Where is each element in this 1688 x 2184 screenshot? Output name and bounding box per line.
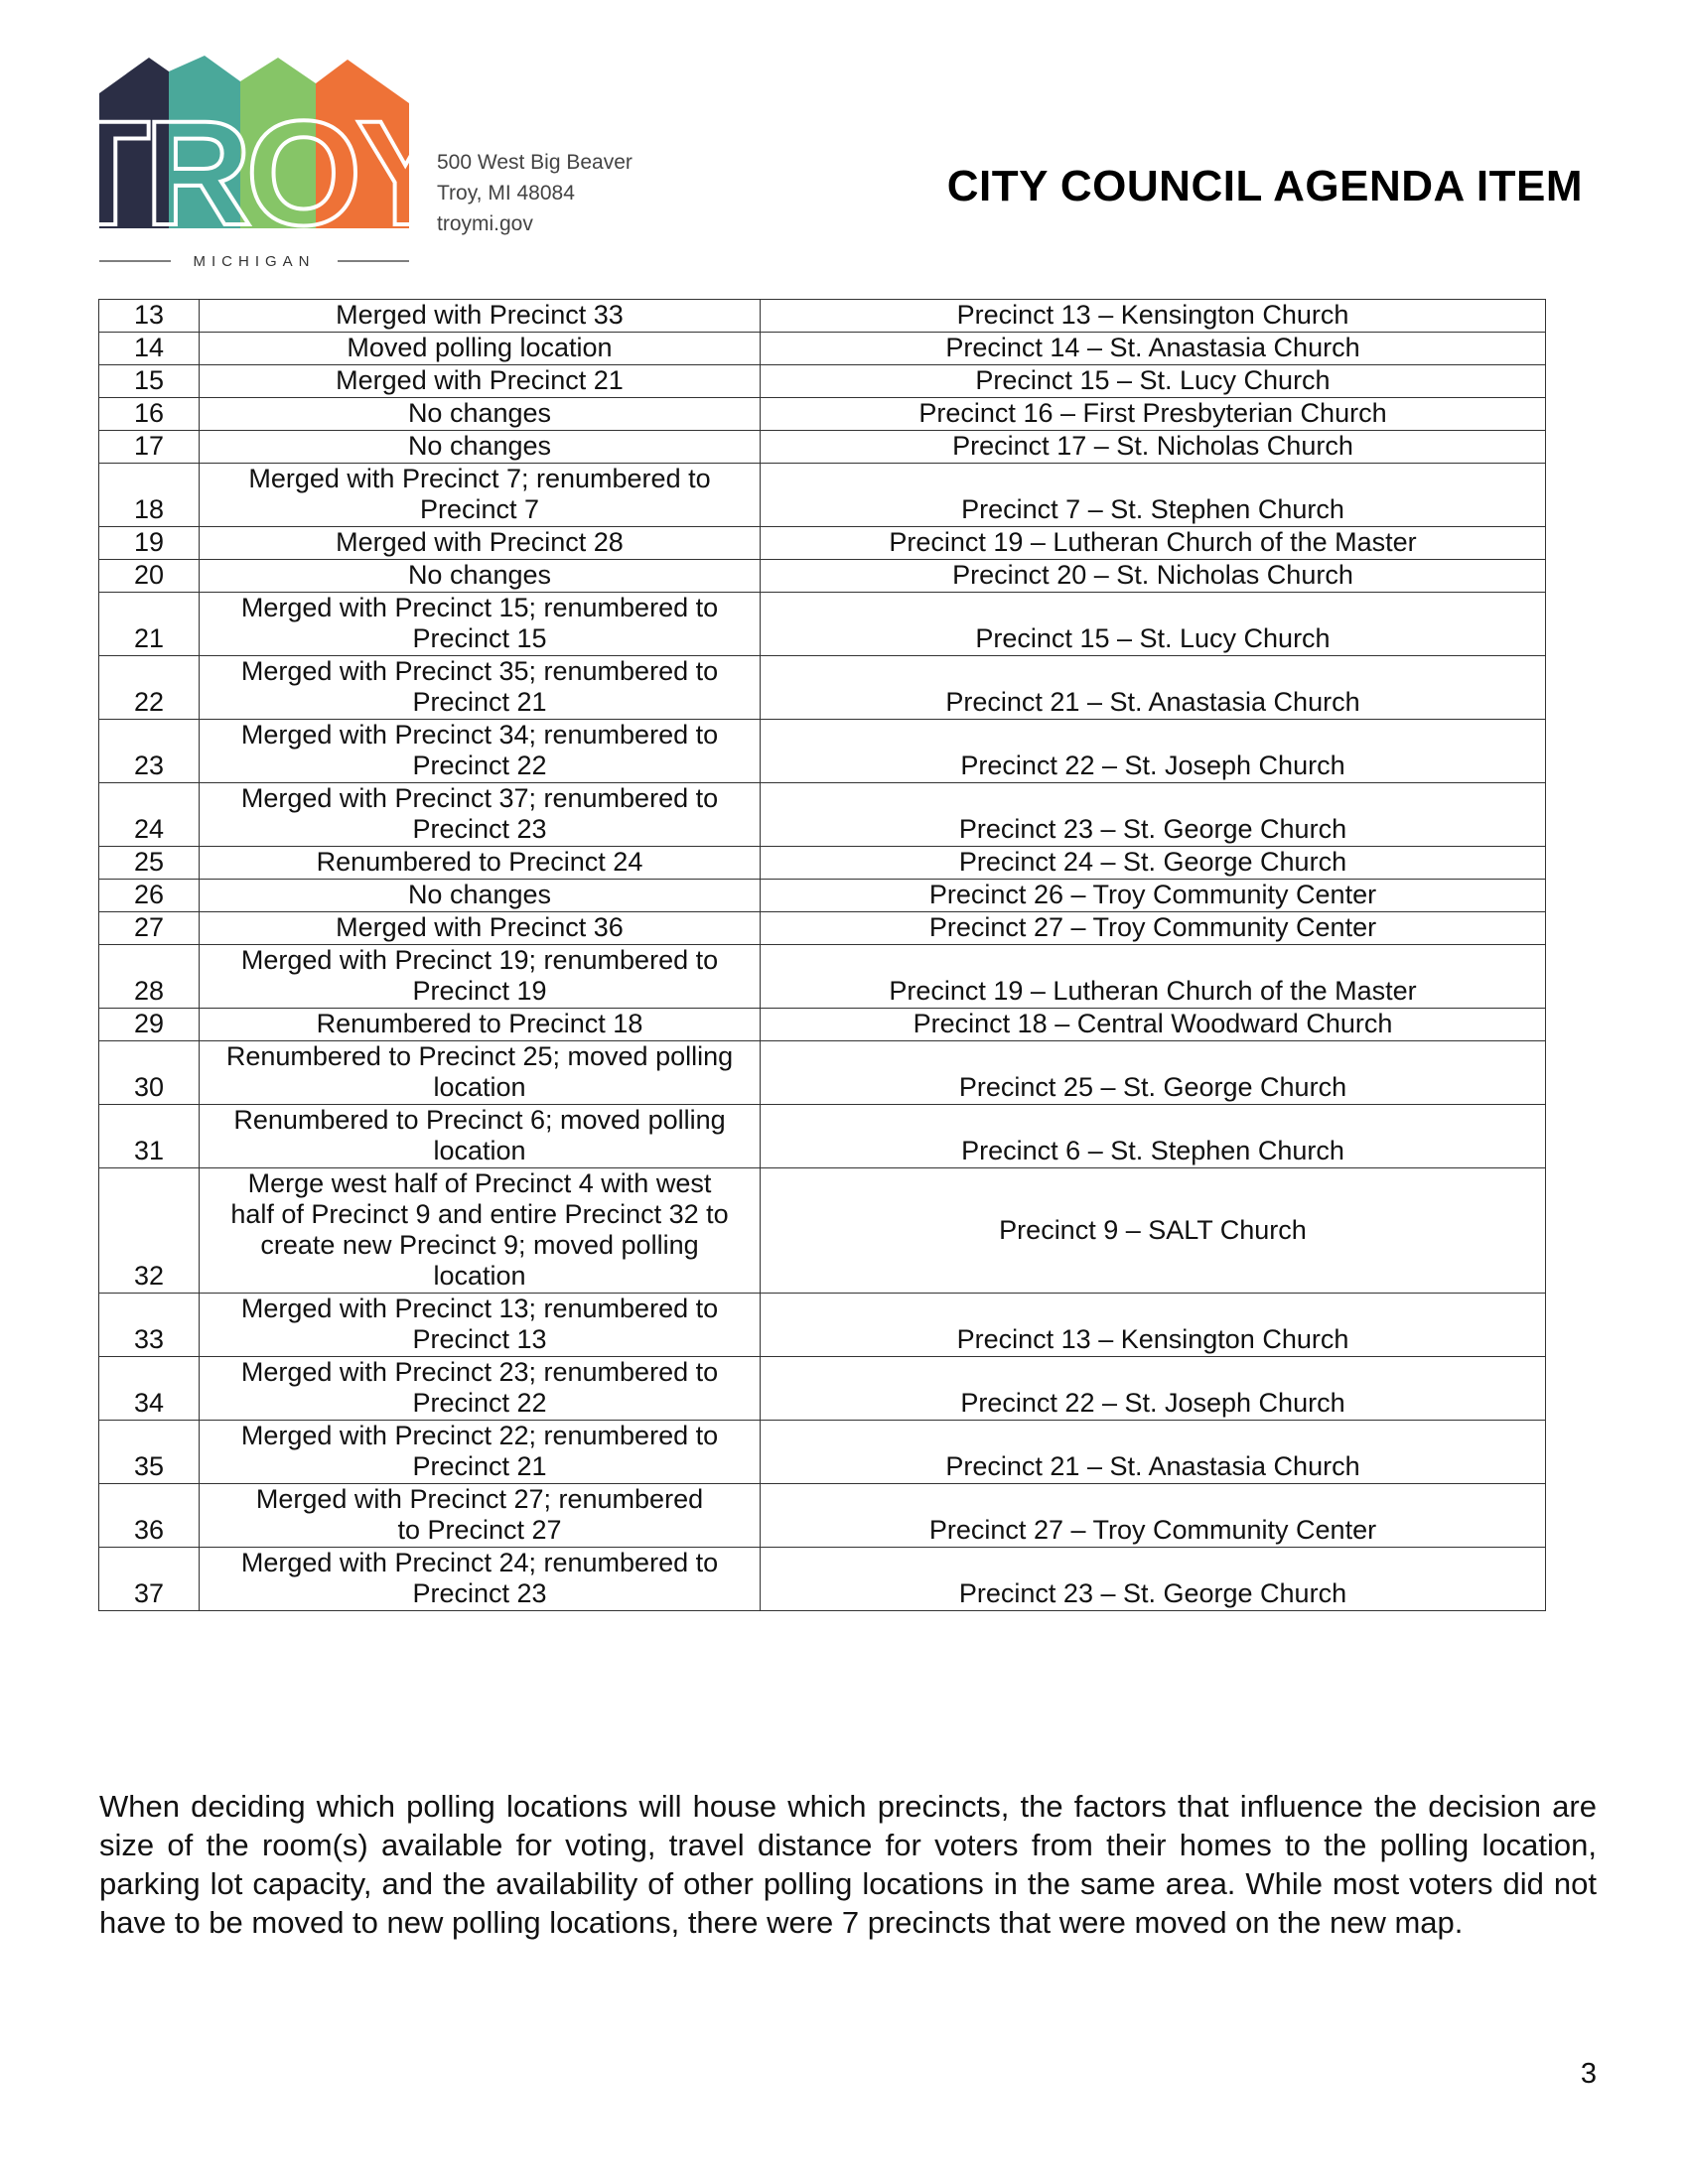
change-line: Precinct 23: [412, 814, 547, 844]
precinct-number-cell: 25: [99, 847, 200, 880]
polling-location-cell: Precinct 22 – St. Joseph Church: [761, 720, 1546, 783]
precinct-number-cell: 32: [99, 1168, 200, 1294]
change-line: Merged with Precinct 7; renumbered to: [248, 464, 711, 493]
polling-location-cell: Precinct 20 – St. Nicholas Church: [761, 560, 1546, 593]
precinct-number-cell: 19: [99, 527, 200, 560]
table-row: [99, 1294, 1546, 1357]
change-line: No changes: [407, 431, 552, 461]
precinct-number-cell: 14: [99, 333, 200, 365]
precinct-number-cell: 24: [99, 783, 200, 847]
change-line: Moved polling location: [347, 333, 613, 362]
table-row: [99, 593, 1546, 656]
table-row: [99, 1421, 1546, 1484]
precinct-number-cell: 30: [99, 1041, 200, 1105]
change-line: Merged with Precinct 27; renumbered: [255, 1484, 704, 1514]
change-cell: [200, 656, 761, 720]
change-line: Precinct 13: [412, 1324, 547, 1354]
polling-location-cell: Precinct 18 – Central Woodward Church: [761, 1009, 1546, 1041]
address-city: Troy, MI 48084: [437, 182, 575, 205]
change-cell: [200, 300, 761, 333]
table-row: [99, 300, 1546, 333]
change-cell: [200, 880, 761, 912]
change-cell: [200, 1421, 761, 1484]
change-line: Precinct 7: [419, 494, 540, 524]
polling-location-cell: Precinct 21 – St. Anastasia Church: [761, 656, 1546, 720]
change-cell: [200, 783, 761, 847]
precinct-number-cell: 27: [99, 912, 200, 945]
address-street: 500 West Big Beaver: [437, 151, 633, 174]
precinct-number-cell: 22: [99, 656, 200, 720]
change-cell: [200, 333, 761, 365]
change-cell: [200, 912, 761, 945]
polling-location-cell: Precinct 14 – St. Anastasia Church: [761, 333, 1546, 365]
change-cell: [200, 431, 761, 464]
table-row: [99, 656, 1546, 720]
polling-location-cell: Precinct 27 – Troy Community Center: [761, 912, 1546, 945]
precinct-number-cell: 31: [99, 1105, 200, 1168]
table-row: [99, 945, 1546, 1009]
table-row: [99, 912, 1546, 945]
change-line: Merged with Precinct 35; renumbered to: [240, 656, 719, 686]
precinct-number-cell: 17: [99, 431, 200, 464]
city-address: [437, 147, 633, 239]
logo-subword: MICHIGAN: [193, 253, 316, 270]
precinct-number-cell: 20: [99, 560, 200, 593]
precinct-table: [98, 299, 1546, 1611]
change-line: Precinct 21: [412, 1451, 547, 1481]
precinct-number-cell: 28: [99, 945, 200, 1009]
change-cell: [200, 1105, 761, 1168]
troy-logo: [59, 58, 450, 270]
change-cell: [200, 398, 761, 431]
table-row: [99, 431, 1546, 464]
polling-location-cell: Precinct 23 – St. George Church: [761, 783, 1546, 847]
change-line: Precinct 15: [412, 623, 547, 653]
polling-location-cell: Precinct 17 – St. Nicholas Church: [761, 431, 1546, 464]
table-row: [99, 880, 1546, 912]
precinct-number-cell: 16: [99, 398, 200, 431]
change-line: No changes: [407, 398, 552, 428]
table-row: [99, 1041, 1546, 1105]
table-row: [99, 464, 1546, 527]
change-cell: [200, 1357, 761, 1421]
change-line: Renumbered to Precinct 6; moved polling: [233, 1105, 726, 1135]
change-cell: [200, 847, 761, 880]
logo-word: TROY: [59, 89, 450, 256]
polling-location-cell: Precinct 7 – St. Stephen Church: [761, 464, 1546, 527]
polling-location-cell: Precinct 23 – St. George Church: [761, 1548, 1546, 1611]
change-line: Merged with Precinct 15; renumbered to: [240, 593, 719, 622]
change-line: location: [433, 1136, 526, 1165]
polling-location-cell: Precinct 25 – St. George Church: [761, 1041, 1546, 1105]
change-line: No changes: [407, 880, 552, 909]
change-cell: [200, 1294, 761, 1357]
change-cell: [200, 593, 761, 656]
change-line: half of Precinct 9 and entire Precinct 32 to: [230, 1199, 729, 1229]
polling-location-cell: Precinct 21 – St. Anastasia Church: [761, 1421, 1546, 1484]
table-row: [99, 527, 1546, 560]
table-row: [99, 398, 1546, 431]
change-cell: [200, 945, 761, 1009]
precinct-number-cell: 36: [99, 1484, 200, 1548]
table-row: [99, 1484, 1546, 1548]
change-line: Precinct 21: [412, 687, 547, 717]
polling-location-cell: Precinct 15 – St. Lucy Church: [761, 365, 1546, 398]
table-row: [99, 1357, 1546, 1421]
body-paragraph: When deciding which polling locations will house which precincts, the factors that influence the decision are size of the room(s) available for voting, travel distance for voters from their homes to the polling location, parking lot capacity, and the availability of other polling locations in the same area. While most voters did not have to be moved to new polling locations, there were 7 precincts that were moved on the new map.: [99, 1789, 1597, 1940]
change-line: to Precinct 27: [397, 1515, 562, 1545]
polling-location-cell: Precinct 13 – Kensington Church: [761, 1294, 1546, 1357]
precinct-number-cell: 29: [99, 1009, 200, 1041]
table-row: [99, 1105, 1546, 1168]
change-line: Merged with Precinct 28: [336, 527, 624, 557]
precinct-number-cell: 15: [99, 365, 200, 398]
change-line: Precinct 22: [412, 751, 547, 780]
table-row: [99, 1168, 1546, 1294]
page-number: 3: [1580, 2058, 1597, 2090]
polling-location-cell: Precinct 13 – Kensington Church: [761, 300, 1546, 333]
change-line: Merged with Precinct 22; renumbered to: [240, 1421, 719, 1450]
change-cell: [200, 560, 761, 593]
table-row: [99, 1548, 1546, 1611]
table-row: [99, 560, 1546, 593]
change-cell: [200, 1168, 761, 1294]
polling-location-cell: Precinct 16 – First Presbyterian Church: [761, 398, 1546, 431]
polling-location-cell: Precinct 27 – Troy Community Center: [761, 1484, 1546, 1548]
change-line: No changes: [407, 560, 552, 590]
table-row: [99, 333, 1546, 365]
polling-location-cell: Precinct 22 – St. Joseph Church: [761, 1357, 1546, 1421]
change-cell: [200, 464, 761, 527]
address-website: troymi.gov: [437, 212, 533, 235]
change-cell: [200, 1484, 761, 1548]
change-line: location: [433, 1261, 526, 1291]
change-line: Merged with Precinct 33: [336, 300, 624, 330]
precinct-table-body: [99, 300, 1546, 1611]
precinct-number-cell: 26: [99, 880, 200, 912]
precinct-number-cell: 37: [99, 1548, 200, 1611]
precinct-number-cell: 35: [99, 1421, 200, 1484]
table-row: [99, 365, 1546, 398]
polling-location-cell: Precinct 19 – Lutheran Church of the Master: [761, 945, 1546, 1009]
precinct-number-cell: 18: [99, 464, 200, 527]
change-line: Merge west half of Precinct 4 with west: [247, 1168, 712, 1198]
change-line: Precinct 23: [412, 1578, 547, 1608]
change-cell: [200, 1041, 761, 1105]
change-line: Renumbered to Precinct 25; moved polling: [225, 1041, 734, 1071]
change-cell: [200, 365, 761, 398]
change-cell: [200, 527, 761, 560]
change-line: Renumbered to Precinct 18: [316, 1009, 643, 1038]
change-line: Merged with Precinct 36: [336, 912, 624, 942]
table-row: [99, 720, 1546, 783]
change-cell: [200, 720, 761, 783]
polling-location-cell: Precinct 26 – Troy Community Center: [761, 880, 1546, 912]
polling-location-cell: Precinct 24 – St. George Church: [761, 847, 1546, 880]
table-row: [99, 1009, 1546, 1041]
change-line: Precinct 22: [412, 1388, 547, 1418]
change-cell: [200, 1009, 761, 1041]
precinct-number-cell: 21: [99, 593, 200, 656]
table-row: [99, 847, 1546, 880]
change-line: location: [433, 1072, 526, 1102]
precinct-number-cell: 23: [99, 720, 200, 783]
polling-location-cell: Precinct 15 – St. Lucy Church: [761, 593, 1546, 656]
precinct-number-cell: 33: [99, 1294, 200, 1357]
page-title: CITY COUNCIL AGENDA ITEM: [946, 162, 1583, 210]
change-line: create new Precinct 9; moved polling: [260, 1230, 699, 1260]
polling-location-cell: Precinct 9 – SALT Church: [761, 1168, 1546, 1294]
change-line: Merged with Precinct 19; renumbered to: [240, 945, 719, 975]
change-line: Merged with Precinct 21: [336, 365, 624, 395]
change-line: Renumbered to Precinct 24: [316, 847, 643, 877]
change-cell: [200, 1548, 761, 1611]
precinct-number-cell: 13: [99, 300, 200, 333]
change-line: Merged with Precinct 37; renumbered to: [240, 783, 719, 813]
polling-location-cell: Precinct 19 – Lutheran Church of the Master: [761, 527, 1546, 560]
change-line: Merged with Precinct 34; renumbered to: [240, 720, 719, 750]
change-line: Merged with Precinct 13; renumbered to: [240, 1294, 719, 1323]
change-line: Precinct 19: [412, 976, 547, 1006]
precinct-number-cell: 34: [99, 1357, 200, 1421]
table-row: [99, 783, 1546, 847]
change-line: Merged with Precinct 23; renumbered to: [240, 1357, 719, 1387]
change-line: Merged with Precinct 24; renumbered to: [240, 1548, 719, 1577]
polling-location-cell: Precinct 6 – St. Stephen Church: [761, 1105, 1546, 1168]
